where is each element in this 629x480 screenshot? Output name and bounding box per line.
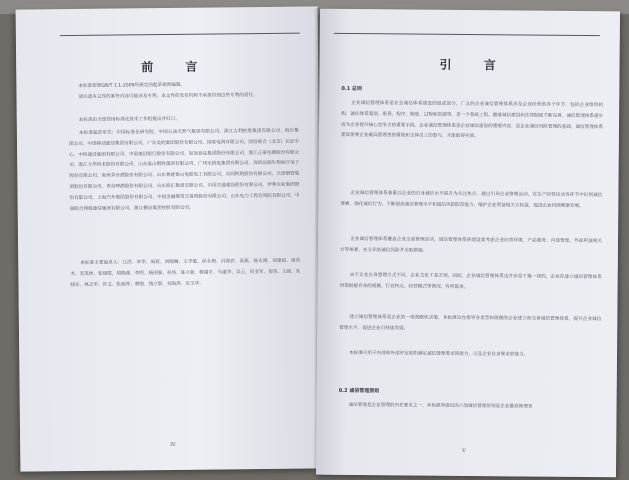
page-number: V: [462, 447, 466, 454]
paragraph: 企业诚信管理体系是社会诚信体系建设的组成部分，广义的企业诚信管理体系涉及企业经营的各个环节，包括企业组织机构、诚信体系策划、职责、程序、制度、过程和资源等。是一个系统工程。随着诚信建设和法律制度不断完善，诚信管理体系逐步成为企业提升核心竞争力的重要手段。企业诚信管理体系是企业诚信建设的重要内容，是企业诚信风险管理的基础，诚信管理体系建设需要企业最高管理者的重视和全体员工的参与，才能取得实效。: [340, 100, 604, 140]
paragraph: 本标准可用于内部和外部评定组织满足诚信管理要求的能力，以及企业自身要求的能力。: [349, 350, 529, 358]
paragraph: 请注意本文件的某些内容可能涉及专利。本文件的发布机构不承担识别这些专利的责任。: [78, 93, 258, 100]
page-title: 前 言: [141, 59, 212, 75]
header-rule: [334, 33, 600, 36]
paragraph: 由于企业自身管理方式不同，企业文化千差万别，因此，企业诚信管理体系也并非是千篇一律的，企业在建立诚信管理体系时需根据自身的规模、行业特点、经营模式等情况，有所取舍。: [339, 272, 602, 290]
paragraph: 本标准主要起草人：江洪、李华、周莉、刘晓琳、王学敏、徐永梅、冯海宾、高燕、杨永刚、刘建国、周英杰、李茂林、张晓霞、胡晓燕、李明、杨国强、孙伟、陈立新、杨建平、马建华、吴云、何亚军、郑伟、王强、朱晓东、林志军、许文、张丽萍、曹刚、钱立新、刘海涛、宋玉华。: [70, 258, 301, 288]
paragraph: 企业诚信管理体系着重以企业的自身诚信水平提升为关注焦点，通过引导企业管理活动，在生产经营活动各环节中识别诚信要素，强化诚信行为，不断提高诚信管理水平和诚信风险防范能力，维护企业利益相关方权益，促进企业持续健康发展。: [340, 190, 603, 209]
paragraph: 本标准按照GB/T 1.1-2009所规定的起草规则编制。: [78, 82, 186, 89]
paragraph: 本标准起草单位：中国标准化研究院、中国石油天然气集团有限公司、浙江吉利控股集团有限公司、海尔集团公司、中国移动通信集团有限公司、广东美的集团股份有限公司、国家电网有限公司、国信联合（北京）认证中心、中铁建设集团有限公司、中国建设银行股份有限公司、加加食品集团股份有限公司、浙江正泰电器股份有限公司、浙江大华技术股份有限公司、山东泰山钢铁集团有限公司、广州无线电集团有限公司、深圳迈瑞生物医疗电子股份有限公司、贵州茅台酒股份有限公司、山东鲁能泰山电缆电工有限公司、东阿阿胶股份有限公司、天津钢管集团股份有限公司、青岛啤酒股份有限公司、山东海汇集团有限公司、中国交通建设股份有限公司、伊利实业集团股份有限公司、上海汽车集团股份有限公司、中国金融期货交易所股份有限公司、山东电力工程咨询院有限公司、中国联合网络通信集团有限公司、浙江横店集团控股有限公司。: [68, 128, 300, 212]
section-heading: 0.1 总则: [341, 85, 362, 93]
left-page: [16, 6, 323, 471]
paragraph: 企业诚信管理体系覆盖企业全面管理活动，诚信管理体系的建设需考虑企业经营环境、产品服务、内部管理、外部利益相关方等要素，充分识别诚信风险并采取措施。: [339, 236, 603, 254]
paragraph: 建立诚信管理体系是企业的一项战略性决策，本标准旨在指导各类型和规模的企业建立和完善诚信管理体系，提升企业诚信管理水平，促进企业可持续发展。: [339, 314, 602, 332]
page-title: 引 言: [439, 57, 510, 73]
right-page: [316, 9, 620, 478]
paragraph: 诚信管理是企业管理的内在要求之一，本标准所提出的六项诚信管理原则是企业最高管理者: [348, 402, 533, 410]
page-number: IV: [170, 441, 176, 448]
paragraph: 本标准由全国信用标准化技术工作组提出并归口。: [78, 116, 180, 123]
section-heading: 0.2 诚信管理原则: [338, 387, 380, 395]
header-rule: [60, 33, 300, 37]
